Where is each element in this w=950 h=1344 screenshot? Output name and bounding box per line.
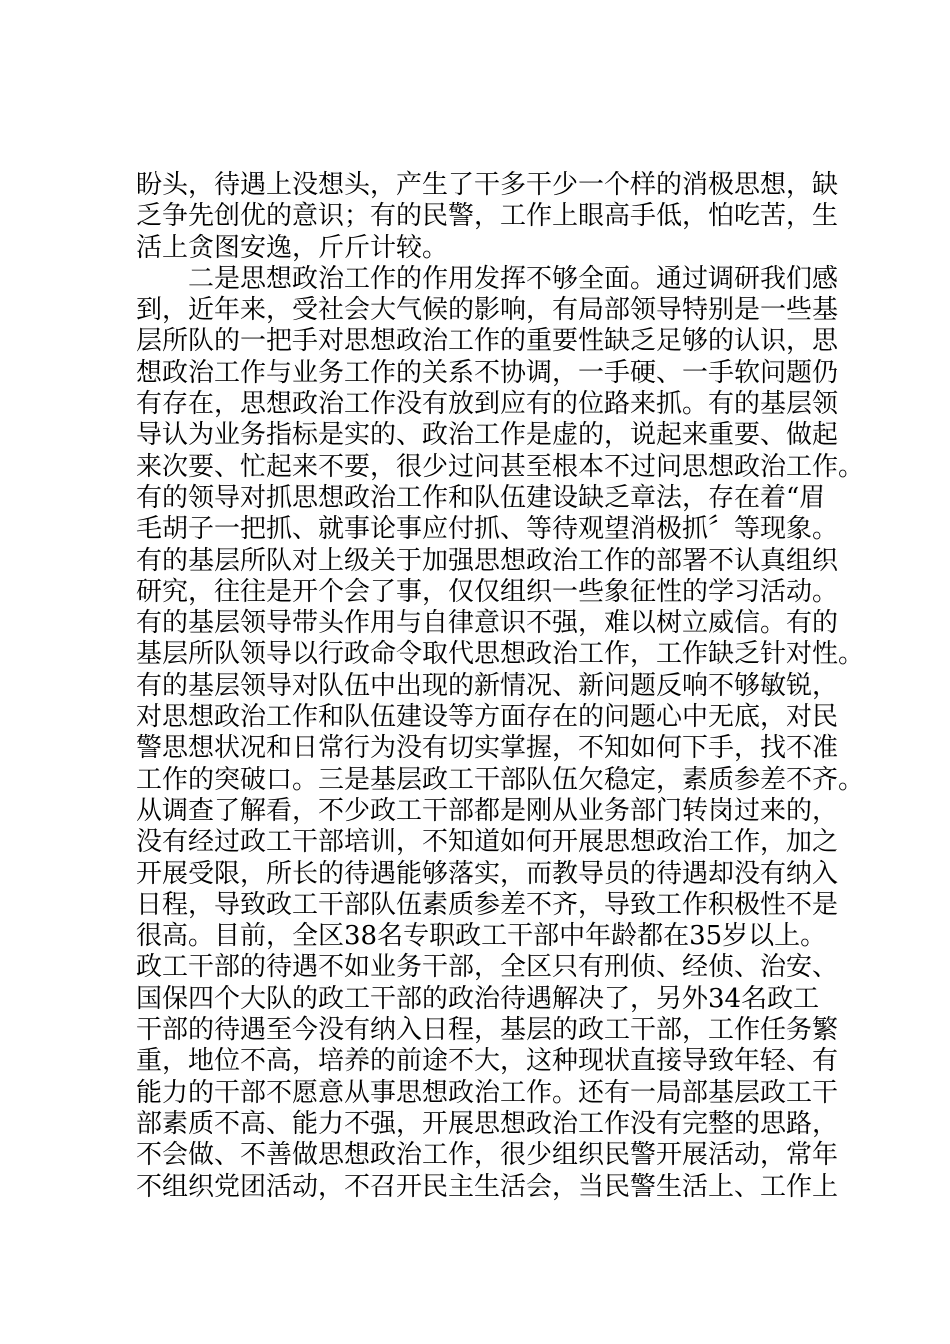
text-line: 盼头，待遇上没想头，产生了干多干少一个样的消极思想，缺	[136, 170, 839, 200]
text-line: 活上贪图安逸，斤斤计较。	[136, 232, 449, 263]
text-line: 导认为业务指标是实的、政治工作是虚的，说起来重要、做起	[136, 420, 839, 451]
text-line: 毛胡子一把抓、就事论事应付抓、等待观望消极抓〞等现象。	[136, 514, 839, 545]
body-text	[136, 170, 865, 1203]
text-line: 乏争先创优的意识；有的民警，工作上眼高手低，怕吃苦，生	[136, 201, 839, 232]
text-line: 不会做、不善做思想政治工作，很少组织民警开展活动，常年	[136, 1140, 839, 1171]
text-line: 想政治工作与业务工作的关系不协调，一手硬、一手软问题仍	[136, 357, 839, 388]
text-line: 来次要、忙起来不要，很少过问甚至根本不过问思想政治工作。	[136, 451, 865, 482]
text-line: 国保四个大队的政工干部的政治待遇解决了，另外34名政工	[136, 983, 820, 1014]
text-line: 从调查了解看，不少政工干部都是刚从业务部门转岗过来的，	[136, 795, 839, 826]
text-line: 有的基层所队对上级关于加强思想政治工作的部署不认真组织	[136, 545, 839, 576]
text-line: 部素质不高、能力不强，开展思想政治工作没有完整的思路，	[136, 1108, 839, 1139]
text-line: 干部的待遇至今没有纳入日程，基层的政工干部，工作任务繁	[136, 1015, 839, 1046]
text-line: 有存在，思想政治工作没有放到应有的位路来抓。有的基层领	[136, 389, 839, 420]
text-line: 工作的突破口。三是基层政工干部队伍欠稳定，素质参差不齐。	[136, 764, 865, 795]
text-line: 层所队的一把手对思想政治工作的重要性缺乏足够的认识，思	[136, 326, 839, 357]
text-line: 没有经过政工干部培训，不知道如何开展思想政治工作，加之	[136, 827, 839, 858]
text-line: 重，地位不高，培养的前途不大，这种现状直接导致年轻、有	[136, 1046, 839, 1077]
text-line: 很高。目前，全区38名专职政工干部中年龄都在35岁以上。	[136, 921, 827, 952]
text-line: 警思想状况和日常行为没有切实掌握，不知如何下手，找不准	[136, 733, 839, 764]
text-line: 有的领导对抓思想政治工作和队伍建设缺乏章法，存在着“眉	[136, 482, 826, 513]
text-line: 政工干部的待遇不如业务干部，全区只有刑侦、经侦、治安、	[136, 952, 839, 983]
text-line: 有的基层领导对队伍中出现的新情况、新问题反响不够敏锐，	[136, 670, 839, 701]
text-line: 对思想政治工作和队伍建设等方面存在的问题心中无底，对民	[136, 702, 839, 733]
text-line: 有的基层领导带头作用与自律意识不强，难以树立威信。有的	[136, 608, 839, 639]
text-line: 基层所队领导以行政命令取代思想政治工作，工作缺乏针对性。	[136, 639, 865, 670]
text-line: 能力的干部不愿意从事思想政治工作。还有一局部基层政工干	[136, 1077, 839, 1108]
text-line: 日程，导致政工干部队伍素质参差不齐，导致工作积极性不是	[136, 889, 839, 920]
text-line: 不组织党团活动，不召开民主生活会，当民警生活上、工作上	[136, 1171, 839, 1202]
text-line: 研究，往往是开个会了事，仅仅组织一些象征性的学习活动。	[136, 576, 839, 607]
text-line: 开展受限，所长的待遇能够落实，而教导员的待遇却没有纳入	[136, 858, 839, 889]
paragraph-start-line: 二是思想政治工作的作用发挥不够全面。通过调研我们感	[136, 263, 839, 294]
text-line: 到，近年来，受社会大气候的影响，有局部领导特别是一些基	[136, 295, 839, 326]
